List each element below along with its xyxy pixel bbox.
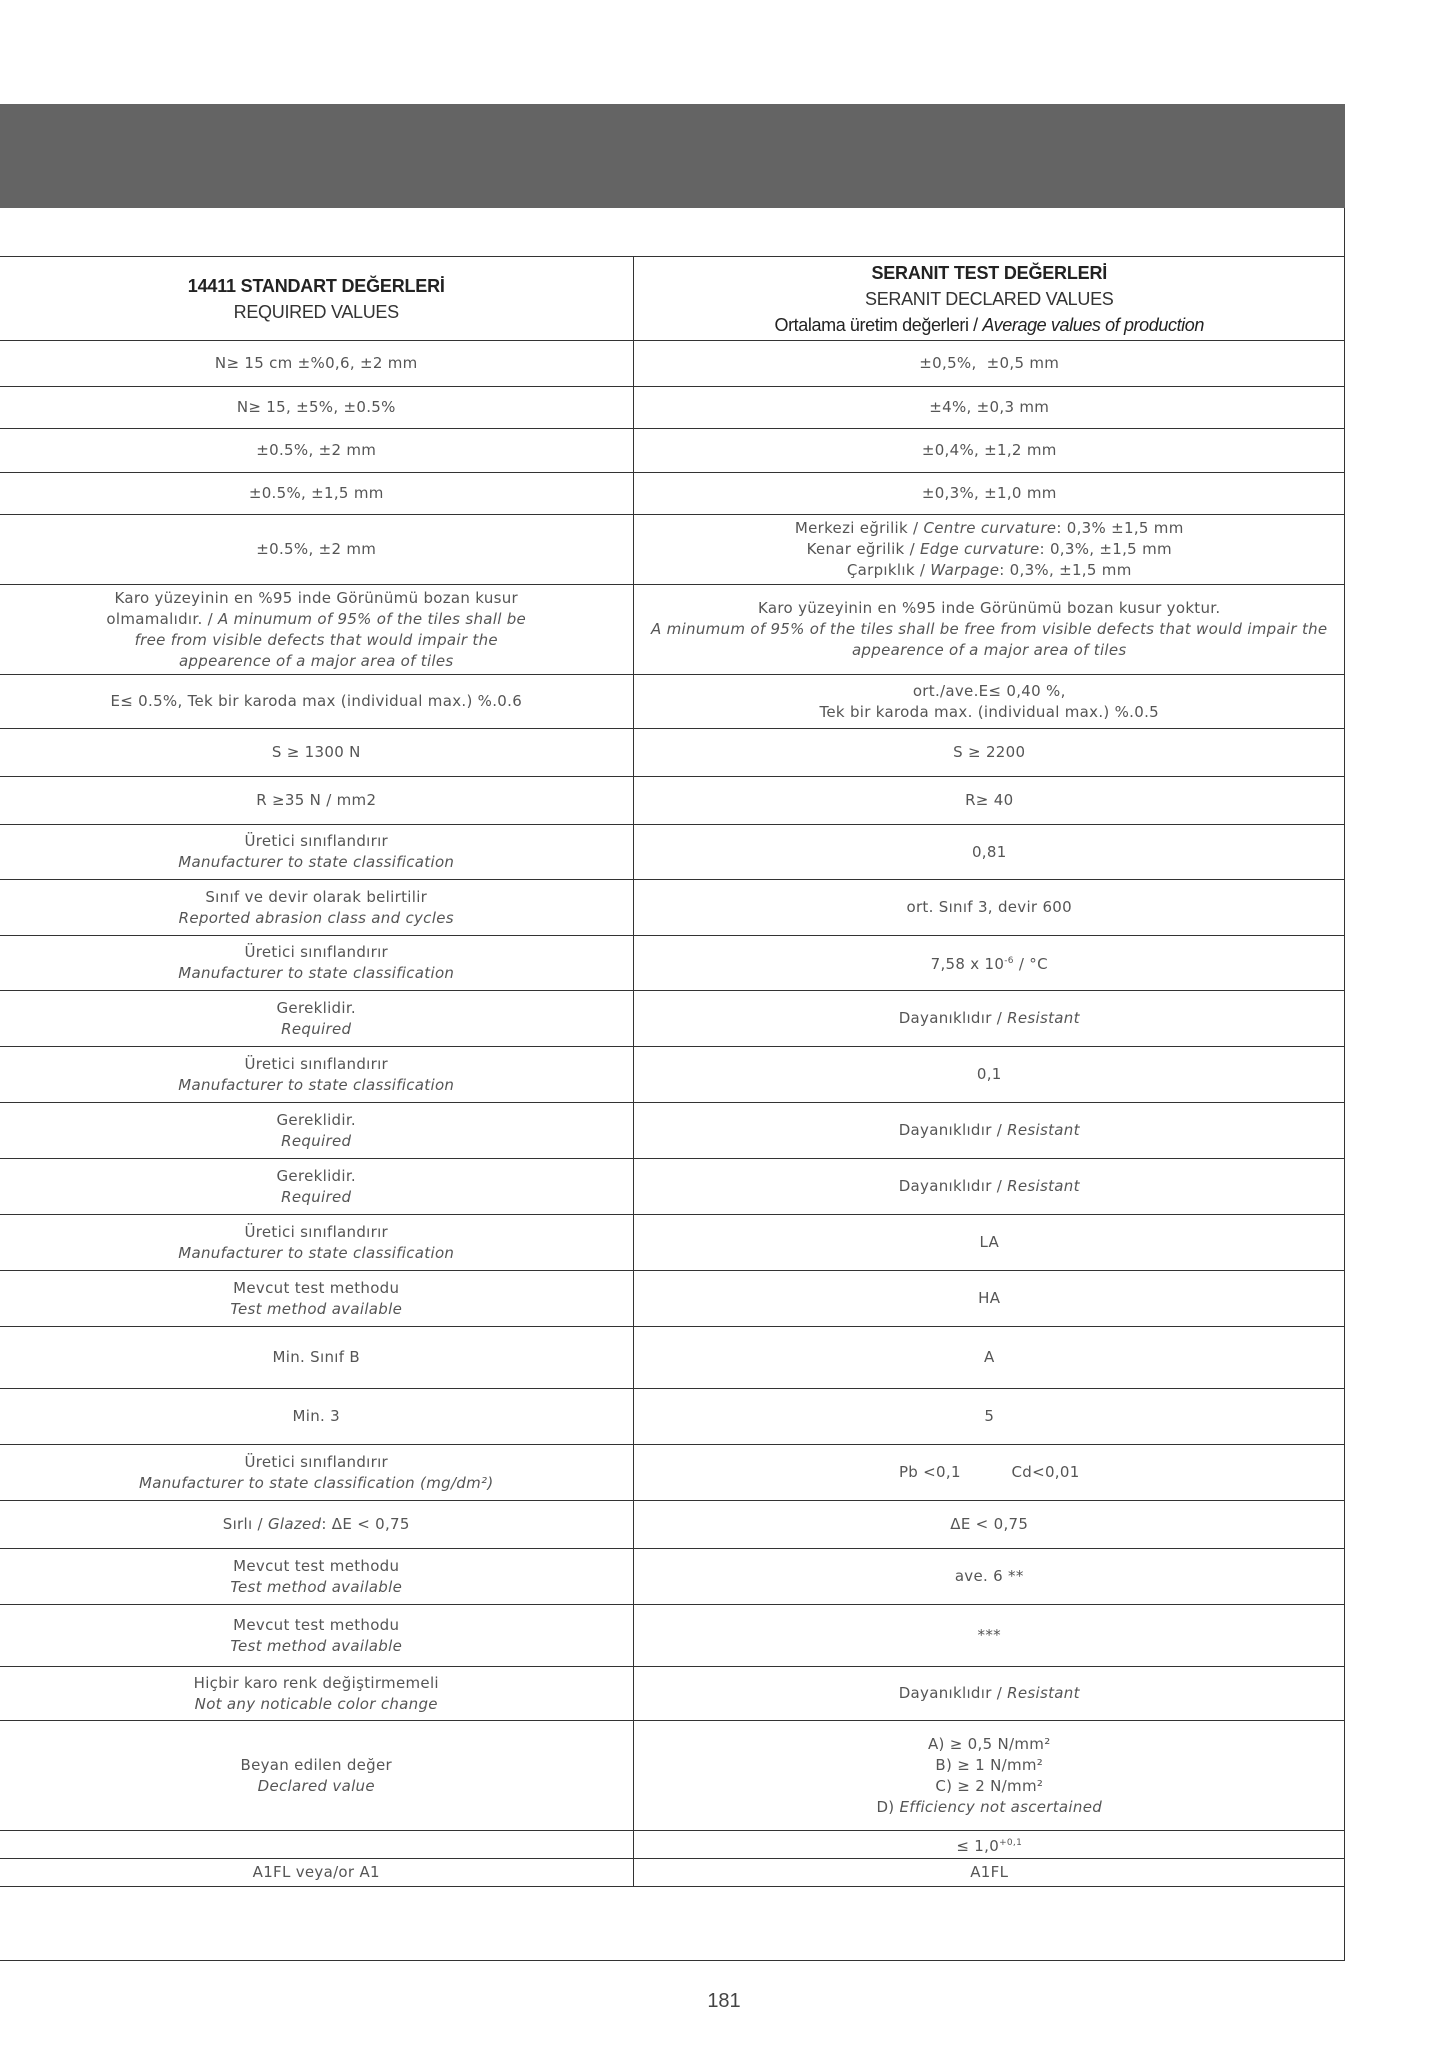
declared-text-en: Centre curvature bbox=[923, 519, 1057, 537]
required-text-tr: Üretici sınıflandırır bbox=[244, 1452, 389, 1471]
declared-value-cell bbox=[633, 429, 1345, 473]
declared-line bbox=[642, 518, 1338, 539]
required-text: S ≥ 1300 N bbox=[271, 743, 361, 761]
declared-text: A bbox=[983, 1348, 995, 1366]
declared-value-cell bbox=[633, 675, 1345, 729]
declared-value-cell bbox=[633, 825, 1345, 880]
declared-text-en: Edge curvature bbox=[920, 540, 1040, 558]
required-text-tr: Sırlı / bbox=[222, 1515, 268, 1533]
table-row bbox=[0, 1501, 1345, 1549]
table-row bbox=[0, 936, 1345, 991]
required-value-cell bbox=[0, 1159, 633, 1215]
declared-value-cell bbox=[633, 387, 1345, 429]
required-text-tr: Üretici sınıflandırır bbox=[244, 1222, 389, 1241]
standard-subtitle: REQUIRED VALUES bbox=[233, 301, 399, 322]
declared-text: S ≥ 2200 bbox=[953, 743, 1026, 761]
declared-text: *** bbox=[977, 1626, 1001, 1644]
required-text-en: Test method available bbox=[230, 1299, 403, 1318]
table-row bbox=[0, 1859, 1345, 1887]
required-value-cell bbox=[0, 473, 633, 515]
standard-header-cell bbox=[0, 257, 633, 341]
declared-text-tr: Dayanıklıdır / bbox=[898, 1684, 1008, 1702]
declared-text-value: : 0,3%, ±1,5 mm bbox=[1039, 540, 1172, 558]
required-value-cell bbox=[0, 1271, 633, 1327]
table-row bbox=[0, 1445, 1345, 1501]
required-text-en: Required bbox=[281, 1019, 352, 1038]
page-number: 181 bbox=[707, 1990, 741, 2012]
required-text: E≤ 0.5%, Tek bir karoda max (individual max.) %.0.6 bbox=[110, 692, 523, 710]
required-text-en: Manufacturer to state classification bbox=[178, 1075, 455, 1094]
declared-value-cell bbox=[633, 1389, 1345, 1445]
required-text: ±0.5%, ±2 mm bbox=[256, 441, 377, 459]
table-row bbox=[0, 1389, 1345, 1445]
declared-line bbox=[642, 1797, 1338, 1818]
declared-text-tr: Çarpıklık / bbox=[846, 561, 931, 579]
required-text: Min. Sınıf B bbox=[272, 1348, 360, 1366]
table-row bbox=[0, 729, 1345, 777]
declared-text: 5 bbox=[984, 1407, 995, 1425]
required-text-tr: Gereklidir. bbox=[276, 1110, 356, 1129]
declared-text-tr: Dayanıklıdır / bbox=[898, 1009, 1008, 1027]
required-text-en: A minumum of 95% of the tiles shall be free from visible defects that would impair the appearence of a major area of tiles bbox=[134, 609, 527, 670]
declared-text-tr: Karo yüzeyinin en %95 inde Görünümü bozan kusur yoktur. bbox=[758, 599, 1221, 617]
declared-text: 0,81 bbox=[971, 842, 1007, 861]
declared-text: ±0,3%, ±1,0 mm bbox=[921, 484, 1057, 502]
declared-value-cell bbox=[633, 515, 1345, 585]
declared-value-cell bbox=[633, 1501, 1345, 1549]
required-value-cell bbox=[0, 1445, 633, 1501]
declared-text: ±4%, ±0,3 mm bbox=[929, 398, 1050, 416]
required-value-cell bbox=[0, 387, 633, 429]
declared-value-cell bbox=[633, 729, 1345, 777]
declared-value-cell bbox=[633, 1047, 1345, 1103]
required-text: A1FL veya/or A1 bbox=[252, 1863, 380, 1881]
required-value-cell bbox=[0, 1605, 633, 1667]
required-text-value: : ΔE < 0,75 bbox=[321, 1515, 410, 1533]
required-text: R ≥35 N / mm2 bbox=[256, 791, 377, 809]
required-value-cell bbox=[0, 1549, 633, 1605]
required-value-cell bbox=[0, 1721, 633, 1831]
declared-text: 0,1 bbox=[976, 1065, 1002, 1083]
declared-text-en: Resistant bbox=[1007, 1009, 1080, 1027]
required-text-en: Required bbox=[281, 1187, 352, 1206]
seranit-subtitle: SERANIT DECLARED VALUES bbox=[864, 288, 1114, 309]
required-value-cell bbox=[0, 729, 633, 777]
required-text-tr: Gereklidir. bbox=[276, 998, 356, 1017]
declared-value-cell bbox=[633, 1605, 1345, 1667]
declared-text: C) ≥ 2 N/mm² bbox=[935, 1776, 1044, 1795]
declared-value-cell bbox=[633, 880, 1345, 936]
required-value-cell bbox=[0, 1103, 633, 1159]
declared-text: Tek bir karoda max. (individual max.) %.0.5 bbox=[819, 702, 1159, 721]
declared-text-tr: Kenar eğrilik / bbox=[806, 540, 921, 558]
required-value-cell bbox=[0, 1859, 633, 1887]
declared-text: ±0,4%, ±1,2 mm bbox=[921, 441, 1057, 459]
declared-value-cell bbox=[633, 1831, 1345, 1859]
declared-text-en: Resistant bbox=[1007, 1177, 1080, 1195]
required-text: N≥ 15, ±5%, ±0.5% bbox=[236, 398, 396, 416]
required-text-en: Test method available bbox=[230, 1636, 403, 1655]
spec-table bbox=[0, 256, 1345, 1887]
declared-text-en: A minumum of 95% of the tiles shall be free from visible defects that would impair the appearence of a major area of tiles bbox=[651, 620, 1328, 659]
required-text-tr: Sınıf ve devir olarak belirtilir bbox=[205, 887, 428, 906]
required-text: N≥ 15 cm ±%0,6, ±2 mm bbox=[214, 354, 418, 372]
required-value-cell bbox=[0, 585, 633, 675]
table-row bbox=[0, 515, 1345, 585]
declared-value-cell bbox=[633, 936, 1345, 991]
declared-value-cell bbox=[633, 1159, 1345, 1215]
required-text: ±0.5%, ±1,5 mm bbox=[248, 484, 384, 502]
declared-value-cell bbox=[633, 1215, 1345, 1271]
table-row bbox=[0, 473, 1345, 515]
required-value-cell bbox=[0, 341, 633, 387]
required-value-cell bbox=[0, 1047, 633, 1103]
required-value-cell bbox=[0, 429, 633, 473]
required-text-tr: Hiçbir karo renk değiştirmemeli bbox=[193, 1673, 439, 1692]
required-value-cell bbox=[0, 777, 633, 825]
declared-text: HA bbox=[978, 1289, 1001, 1307]
required-text-en: Test method available bbox=[230, 1577, 403, 1596]
declared-text-tr: Dayanıklıdır / bbox=[898, 1121, 1008, 1139]
declared-text: ΔE < 0,75 bbox=[950, 1515, 1029, 1533]
declared-value-cell bbox=[633, 1667, 1345, 1721]
declared-text-value: : 0,3% ±1,5 mm bbox=[1056, 519, 1184, 537]
required-value-cell bbox=[0, 1389, 633, 1445]
declared-text-en: Resistant bbox=[1007, 1684, 1080, 1702]
declared-text-en: Resistant bbox=[1007, 1121, 1080, 1139]
table-row bbox=[0, 1271, 1345, 1327]
required-text-tr: Karo yüzeyinin en %95 inde Görünümü bozan kusur olmamalıdır. / bbox=[106, 588, 519, 628]
declared-text-tr: Dayanıklıdır / bbox=[898, 1177, 1008, 1195]
required-value-cell bbox=[0, 825, 633, 880]
required-text-en: Reported abrasion class and cycles bbox=[178, 908, 454, 927]
required-value-cell bbox=[0, 515, 633, 585]
required-text-en: Declared value bbox=[257, 1776, 375, 1795]
table-row bbox=[0, 675, 1345, 729]
required-value-cell bbox=[0, 1215, 633, 1271]
declared-text: A) ≥ 0,5 N/mm² bbox=[927, 1734, 1051, 1753]
required-text bbox=[8, 588, 625, 672]
declared-value-cell bbox=[633, 1549, 1345, 1605]
declared-text: ort./ave.E≤ 0,40 %, bbox=[912, 681, 1066, 700]
declared-value-cell bbox=[633, 1103, 1345, 1159]
declared-text: ≤ $1,0^{+0,1}$ bbox=[956, 1836, 1023, 1855]
required-value-cell bbox=[0, 1831, 633, 1859]
required-value-cell bbox=[0, 936, 633, 991]
seranit-header-cell bbox=[633, 257, 1345, 341]
table-row bbox=[0, 1327, 1345, 1389]
seranit-note bbox=[642, 312, 1338, 338]
required-text-en: Glazed bbox=[267, 1515, 322, 1533]
declared-value-cell bbox=[633, 585, 1345, 675]
table-row bbox=[0, 1103, 1345, 1159]
required-text-en: Manufacturer to state classification (mg/dm²) bbox=[138, 1473, 494, 1492]
declared-text-value: : 0,3%, ±1,5 mm bbox=[999, 561, 1132, 579]
seranit-title: SERANIT TEST DEĞERLERİ bbox=[871, 262, 1108, 283]
required-text: ±0.5%, ±2 mm bbox=[256, 540, 377, 558]
required-text-en: Manufacturer to state classification bbox=[178, 964, 455, 982]
required-text-tr: Mevcut test methodu bbox=[233, 1556, 400, 1575]
required-value-cell bbox=[0, 1327, 633, 1389]
required-text-tr: Üretici sınıflandırır bbox=[244, 943, 389, 961]
required-text-tr: Beyan edilen değer bbox=[240, 1755, 393, 1774]
declared-text: A1FL bbox=[970, 1863, 1009, 1881]
declared-text: ort. Sınıf 3, devir 600 bbox=[906, 898, 1072, 916]
table-row bbox=[0, 1215, 1345, 1271]
required-text: Min. 3 bbox=[292, 1407, 340, 1425]
declared-line bbox=[642, 539, 1338, 560]
required-text-tr: Gereklidir. bbox=[276, 1166, 356, 1185]
table-row bbox=[0, 429, 1345, 473]
seranit-note-en: Average values of production bbox=[982, 314, 1204, 335]
table-row bbox=[0, 1721, 1345, 1831]
declared-value-cell bbox=[633, 1271, 1345, 1327]
declared-value-cell bbox=[633, 777, 1345, 825]
required-text-en: Required bbox=[281, 1131, 352, 1150]
declared-value-cell bbox=[633, 1859, 1345, 1887]
seranit-note-tr: Ortalama üretim değerleri / bbox=[774, 314, 983, 335]
table-row bbox=[0, 1549, 1345, 1605]
required-value-cell bbox=[0, 880, 633, 936]
table-row bbox=[0, 777, 1345, 825]
declared-text-en: Efficiency not ascertained bbox=[899, 1797, 1103, 1816]
required-text-en: Manufacturer to state classification bbox=[178, 1243, 455, 1262]
declared-value-cell bbox=[633, 1327, 1345, 1389]
required-text-tr: Mevcut test methodu bbox=[233, 1615, 400, 1634]
table-row bbox=[0, 880, 1345, 936]
required-text-en: Not any noticable color change bbox=[194, 1694, 438, 1713]
declared-text: ave. 6 ** bbox=[954, 1567, 1024, 1585]
table-row bbox=[0, 387, 1345, 429]
declared-text-tr: Merkezi eğrilik / bbox=[794, 519, 924, 537]
required-value-cell bbox=[0, 675, 633, 729]
required-value-cell bbox=[0, 1667, 633, 1721]
declared-text: R≥ 40 bbox=[965, 791, 1014, 809]
required-text-en: Manufacturer to state classification bbox=[178, 853, 455, 871]
required-value-cell bbox=[0, 991, 633, 1047]
declared-line bbox=[642, 560, 1338, 581]
required-value-cell bbox=[0, 1501, 633, 1549]
declared-value-cell bbox=[633, 1445, 1345, 1501]
required-text-tr: Üretici sınıflandırır bbox=[244, 832, 389, 850]
required-text-tr: Mevcut test methodu bbox=[233, 1278, 400, 1297]
standard-title: 14411 STANDART DEĞERLERİ bbox=[187, 275, 445, 296]
required-text-tr: Üretici sınıflandırır bbox=[244, 1054, 389, 1073]
declared-text: Pb <0,1 Cd<0,01 bbox=[898, 1463, 1080, 1481]
table-row bbox=[0, 825, 1345, 880]
table-row bbox=[0, 991, 1345, 1047]
declared-text-tr: D) bbox=[876, 1797, 900, 1816]
table-row bbox=[0, 1667, 1345, 1721]
header-banner bbox=[0, 104, 1345, 208]
declared-text-en: Warpage bbox=[930, 561, 1000, 579]
table-row bbox=[0, 585, 1345, 675]
table-row bbox=[0, 1831, 1345, 1859]
table-row bbox=[0, 1047, 1345, 1103]
declared-text: LA bbox=[979, 1233, 1000, 1251]
declared-value-cell bbox=[633, 341, 1345, 387]
declared-value-cell bbox=[633, 473, 1345, 515]
declared-value-cell bbox=[633, 1721, 1345, 1831]
table-header-row bbox=[0, 257, 1345, 341]
table-row bbox=[0, 1159, 1345, 1215]
table-row bbox=[0, 341, 1345, 387]
declared-value-cell bbox=[633, 991, 1345, 1047]
table-row bbox=[0, 1605, 1345, 1667]
declared-text: B) ≥ 1 N/mm² bbox=[935, 1755, 1044, 1774]
declared-text: 7,58 x $10^{-6} / ^\circ C$ bbox=[930, 955, 1048, 973]
declared-text: ±0,5%, ±0,5 mm bbox=[919, 354, 1060, 372]
